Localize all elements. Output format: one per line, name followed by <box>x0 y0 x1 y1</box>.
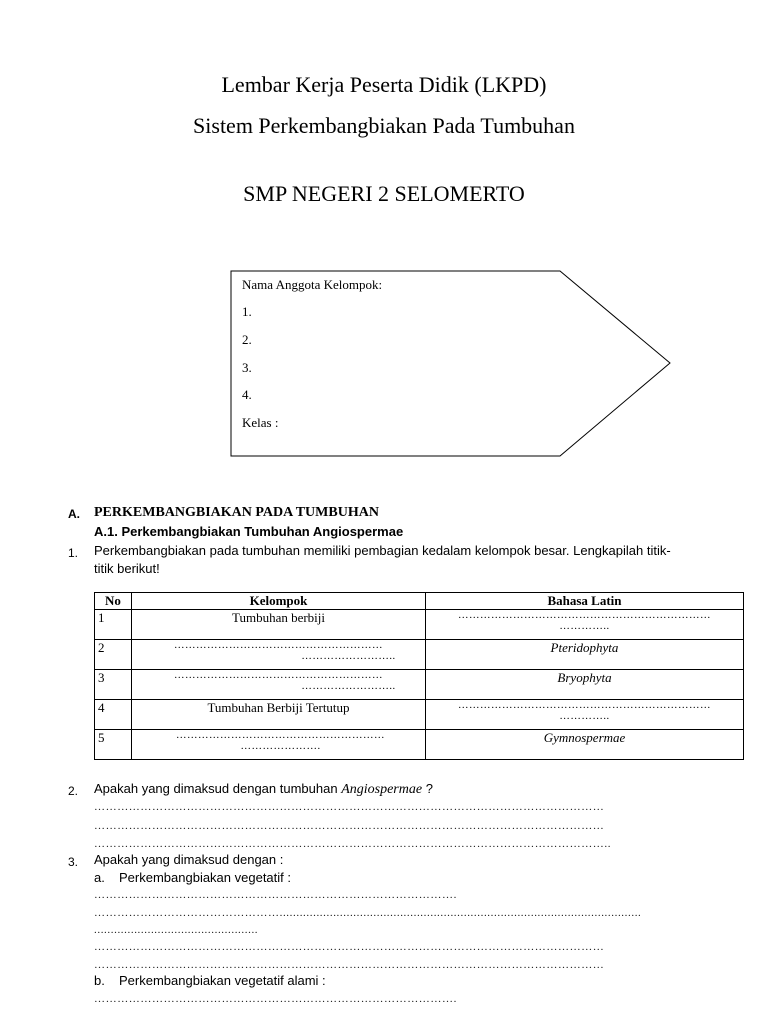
row-latin-blank[interactable] <box>426 610 744 640</box>
fill-dots: …………………. <box>240 741 321 752</box>
group-members-box <box>230 270 672 458</box>
header-kelompok: Kelompok <box>132 593 426 610</box>
question-2-italic-term: Angiospermae <box>341 782 423 797</box>
fill-dots: …………………………………………………………… <box>458 610 711 621</box>
row-number: 3 <box>95 670 132 700</box>
table-row <box>95 610 744 640</box>
subquestion-b-label: b. <box>94 973 105 988</box>
question-2-number: 2. <box>68 784 79 798</box>
member-line-1: 1. <box>242 304 252 319</box>
table-header-row <box>95 593 744 610</box>
question-2-text-tail: ? <box>422 781 433 796</box>
header-bahasa-latin: Bahasa Latin <box>426 593 744 610</box>
row-kelompok-blank[interactable] <box>132 730 426 760</box>
row-kelompok: Tumbuhan Berbiji Tertutup <box>132 700 426 730</box>
row-number: 1 <box>95 610 132 640</box>
section-title: PERKEMBANGBIAKAN PADA TUMBUHAN <box>94 505 379 520</box>
answer-line[interactable]: …………………………………………………………………………………………………………………… <box>94 801 605 813</box>
answer-line[interactable]: …………………………………………............................................................................................................ <box>94 907 642 919</box>
answer-line[interactable]: …………………………………………………………………………………………………………………….. <box>94 838 612 850</box>
row-kelompok-blank[interactable] <box>132 640 426 670</box>
question-1-number: 1. <box>68 546 79 560</box>
row-number: 4 <box>95 700 132 730</box>
table-row <box>95 670 744 700</box>
member-line-4: 4. <box>242 387 252 402</box>
row-latin-blank[interactable] <box>426 700 744 730</box>
fill-dots: …………………….. <box>301 651 396 662</box>
question-1-text-line1: Perkembangbiakan pada tumbuhan memiliki pembagian kedalam kelompok besar. Lengkapilah titik- <box>94 543 671 558</box>
row-latin: Gymnospermae <box>426 730 744 760</box>
class-label: Kelas : <box>242 415 279 430</box>
fill-dots: …………………………………………………………… <box>458 700 711 711</box>
question-1-text-line2: titik berikut! <box>94 561 160 576</box>
group-members-label: Nama Anggota Kelompok: <box>242 277 383 292</box>
subquestion-b-text: Perkembangbiakan vegetatif alami : <box>119 973 326 988</box>
worksheet-title: Lembar Kerja Peserta Didik (LKPD) <box>221 72 547 97</box>
fill-dots: ………….. <box>559 711 610 722</box>
answer-line[interactable]: …………………………………………………………………………………. <box>94 993 457 1005</box>
section-subtitle: A.1. Perkembangbiakan Tumbuhan Angiospermae <box>94 524 404 539</box>
table-row <box>95 700 744 730</box>
row-number: 5 <box>95 730 132 760</box>
row-latin: Pteridophyta <box>426 640 744 670</box>
row-latin: Bryophyta <box>426 670 744 700</box>
answer-line[interactable]: …………………………………………………………………………………. <box>94 889 457 901</box>
question-2-text-main: Apakah yang dimaksud dengan tumbuhan <box>94 781 342 796</box>
row-number: 2 <box>95 640 132 670</box>
row-kelompok-blank[interactable] <box>132 670 426 700</box>
fill-dots: ………………………………………………… <box>174 640 383 651</box>
fill-dots: ………….. <box>559 621 610 632</box>
question-3-text: Apakah yang dimaksud dengan : <box>94 852 284 867</box>
fill-dots: ………………………………………………… <box>176 730 385 741</box>
subquestion-a-label: a. <box>94 870 105 885</box>
question-3-number: 3. <box>68 855 79 869</box>
member-line-2: 2. <box>242 332 252 347</box>
answer-line[interactable]: …………………………………………………………………………………………………………………… <box>94 959 605 971</box>
fill-dots: …………………….. <box>301 681 396 692</box>
section-letter: A. <box>68 507 80 521</box>
answer-line[interactable]: …………………………………………………………………………………………………………………… <box>94 941 605 953</box>
subquestion-a-text: Perkembangbiakan vegetatif : <box>119 870 291 885</box>
member-line-3: 3. <box>242 360 252 375</box>
row-kelompok: Tumbuhan berbiji <box>132 610 426 640</box>
question-2-text <box>94 781 433 798</box>
header-no: No <box>95 593 132 610</box>
arrow-box-outline <box>230 270 672 458</box>
answer-line[interactable]: …………………………………………………………………………………………………………………… <box>94 820 605 832</box>
plant-groups-table <box>94 592 744 760</box>
school-name: SMP NEGERI 2 SELOMERTO <box>243 181 525 206</box>
answer-line[interactable]: ................................................. <box>94 924 259 936</box>
table-row <box>95 730 744 760</box>
table-row <box>95 640 744 670</box>
worksheet-subtitle: Sistem Perkembangbiakan Pada Tumbuhan <box>193 113 575 138</box>
fill-dots: ………………………………………………… <box>174 670 383 681</box>
